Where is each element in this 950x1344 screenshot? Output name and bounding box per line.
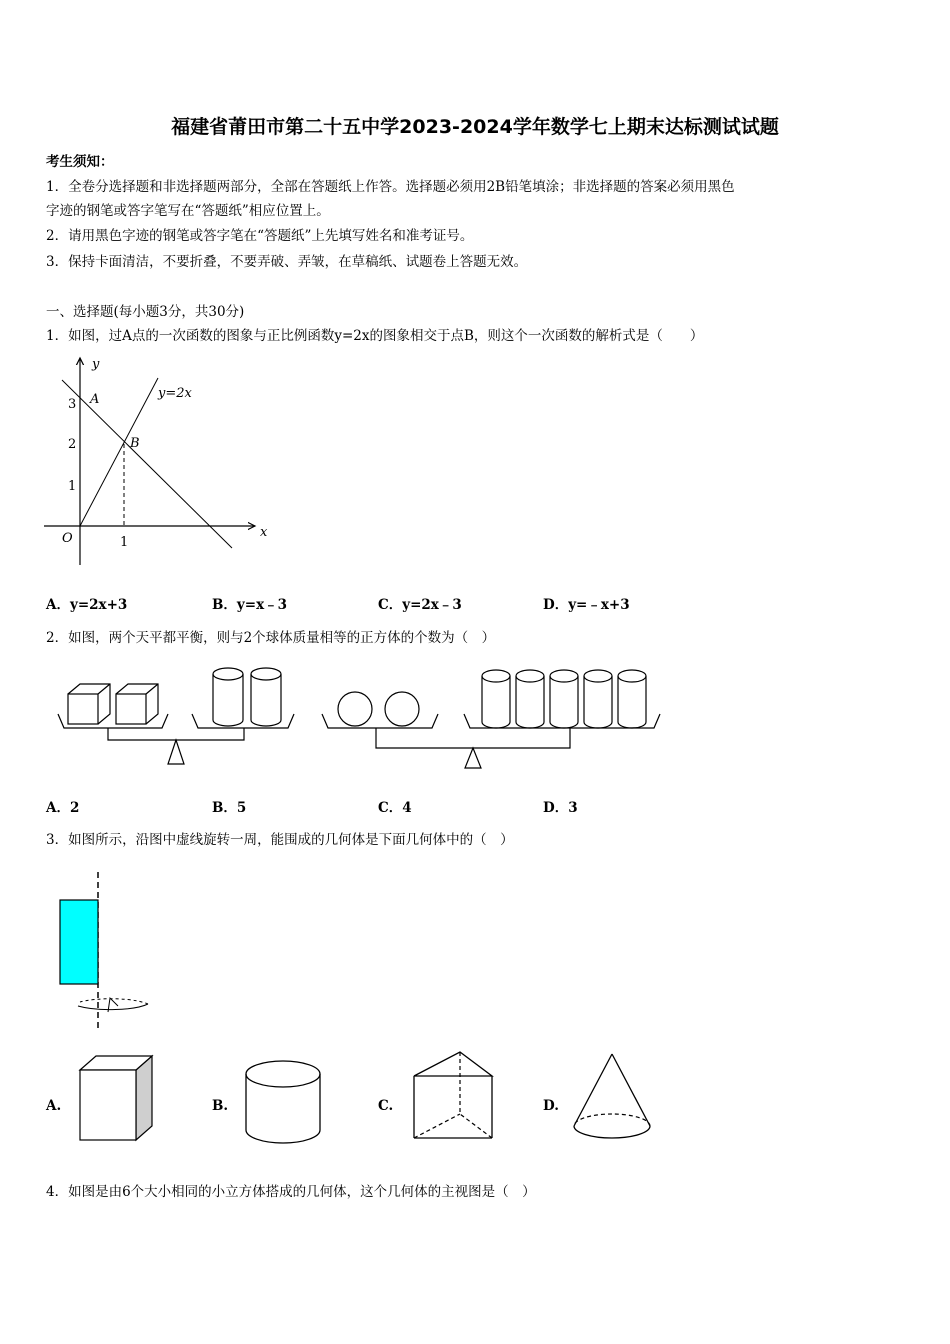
- sphere-1: [338, 692, 372, 726]
- q2-option-b[interactable]: B．5: [212, 800, 247, 816]
- section-heading: 一、选择题(每小题3分，共30分): [46, 304, 245, 320]
- q3-option-a[interactable]: A.: [46, 1098, 62, 1114]
- cylinder-5: [550, 670, 578, 728]
- tick-y-1: 1: [68, 479, 77, 494]
- page-title: 福建省莆田市第二十五中学2023-2024学年数学七上期末达标测试试题: [171, 116, 779, 138]
- q3-prism-shape: [408, 1048, 498, 1142]
- notice-item-2: 2．请用黑色字迹的钢笔或答字笔在“答题纸”上先填写姓名和准考证号。: [46, 228, 474, 244]
- cube-1: [68, 684, 110, 724]
- q2-option-c[interactable]: C．4: [378, 800, 412, 816]
- q1-stem: 1．如图，过A点的一次函数的图象与正比例函数y=2x的图象相交于点B，则这个一次函数的解析式是（ ）: [46, 328, 704, 344]
- point-a-label: A: [90, 392, 100, 407]
- cylinder-3: [482, 670, 510, 728]
- q2-balance-figure: [50, 660, 670, 775]
- balance-2: [322, 670, 660, 768]
- fulcrum-2: [465, 748, 481, 768]
- q3-option-c[interactable]: C.: [378, 1098, 394, 1114]
- q3-option-d[interactable]: D.: [543, 1098, 559, 1114]
- x-axis-label: x: [260, 525, 268, 540]
- q2-option-a[interactable]: A．2: [46, 800, 80, 816]
- q2-option-d[interactable]: D．3: [543, 800, 578, 816]
- q1-option-a[interactable]: A．y=2x+3: [46, 597, 128, 613]
- cylinder-6: [584, 670, 612, 728]
- tick-y-2: 2: [68, 437, 77, 452]
- rotation-arc: [78, 1004, 148, 1010]
- q1-option-c[interactable]: C．y=2x﹣3: [378, 597, 462, 613]
- q3-rotation-figure: [50, 870, 170, 1032]
- cylinder-1: [213, 668, 243, 726]
- q1-option-d[interactable]: D．y=﹣x+3: [543, 597, 630, 613]
- q4-stem: 4．如图是由6个大小相同的小立方体搭成的几何体，这个几何体的主视图是（ ）: [46, 1184, 536, 1200]
- point-b-label: B: [130, 436, 140, 451]
- cylinder-2: [251, 668, 281, 726]
- notice-item-1-line-2: 字迹的钢笔或答字笔写在“答题纸”相应位置上。: [46, 203, 330, 219]
- notice-heading: 考生须知：: [46, 154, 114, 170]
- notice-item-1-line-1: 1．全卷分选择题和非选择题两部分，全部在答题纸上作答。选择题必须用2B铅笔填涂；非选择题的答案必须用黑色: [46, 179, 735, 195]
- y-axis-label: y: [92, 357, 100, 372]
- q3-option-b[interactable]: B.: [212, 1098, 229, 1114]
- balance-1: [58, 668, 294, 764]
- sphere-2: [385, 692, 419, 726]
- tick-y-3: 3: [68, 397, 77, 412]
- cube-2: [116, 684, 158, 724]
- rotating-rectangle: [60, 900, 98, 984]
- q3-cube-shape: [76, 1050, 158, 1146]
- fulcrum-1: [168, 740, 184, 764]
- tick-x-1: 1: [120, 535, 129, 550]
- cylinder-7: [618, 670, 646, 728]
- q1-option-b[interactable]: B．y=x﹣3: [212, 597, 288, 613]
- origin-label: O: [62, 531, 73, 546]
- line-label: y=2x: [158, 386, 192, 401]
- q2-stem: 2．如图，两个天平都平衡，则与2个球体质量相等的正方体的个数为（ ）: [46, 630, 496, 646]
- line-through-a: [62, 380, 232, 548]
- cylinder-4: [516, 670, 544, 728]
- q1-graph-figure: [40, 350, 290, 575]
- q3-cone-shape: [568, 1050, 658, 1144]
- notice-item-3: 3．保持卡面清洁，不要折叠，不要弄破、弄皱，在草稿纸、试题卷上答题无效。: [46, 254, 528, 270]
- q3-stem: 3．如图所示，沿图中虚线旋转一周，能围成的几何体是下面几何体中的（ ）: [46, 832, 514, 848]
- q3-cylinder-shape: [240, 1056, 326, 1148]
